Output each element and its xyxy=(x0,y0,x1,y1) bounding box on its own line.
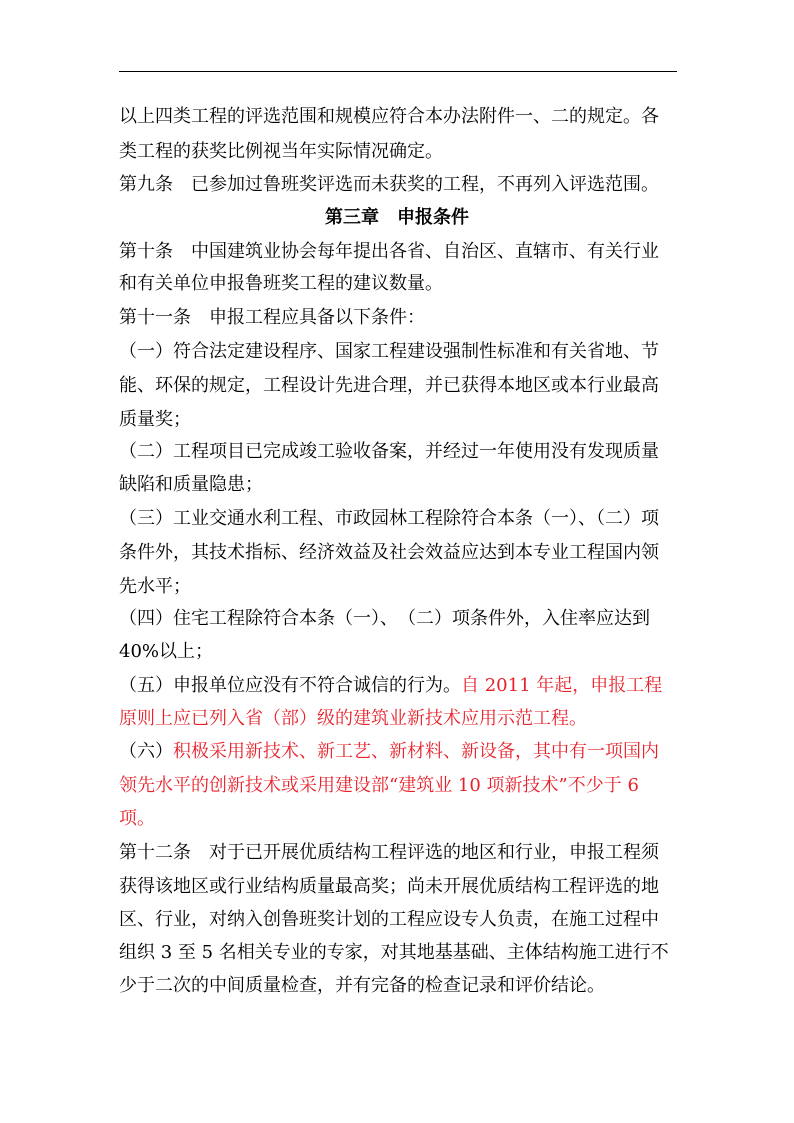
condition-1-line-2: 能、环保的规定，工程设计先进合理，并已获得本地区或本行业最高 xyxy=(119,375,659,396)
condition-4-line-2: 40%以上； xyxy=(119,641,214,662)
article-11-intro: 第十一条 申报工程应具备以下条件： xyxy=(119,307,425,328)
condition-6-line-2: 领先水平的创新技术或采用建设部“建筑业 10 项新技术”不少于 6 xyxy=(119,775,639,796)
condition-5-highlight: 自 2011 年起，申报工程 xyxy=(461,675,663,696)
condition-2-line-1: （二）工程项目已完成竣工验收备案，并经过一年使用没有发现质量 xyxy=(119,441,659,462)
condition-1-line-1: （一）符合法定建设程序、国家工程建设强制性标准和有关省地、节 xyxy=(119,341,659,362)
article-10-line-2: 和有关单位申报鲁班奖工程的建议数量。 xyxy=(119,273,443,294)
condition-3-line-3: 先水平； xyxy=(119,576,191,597)
condition-6-label: （六） xyxy=(119,741,173,762)
article-12-line-3: 区、行业，对纳入创鲁班奖计划的工程应设专人负责，在施工过程中 xyxy=(119,909,659,930)
condition-2-line-2: 缺陷和质量隐患； xyxy=(119,474,263,495)
condition-5-text: （五）申报单位应没有不符合诚信的行为。 xyxy=(119,675,461,696)
article-9: 第九条 已参加过鲁班奖评选而未获奖的工程，不再列入评选范围。 xyxy=(119,174,659,195)
condition-4-line-1: （四）住宅工程除符合本条（一）、 （二）项条件外，入住率应达到 xyxy=(119,608,650,629)
article-10-line-1: 第十条 中国建筑业协会每年提出各省、自治区、直辖市、有关行业 xyxy=(119,241,659,262)
article-12-line-4: 组织 3 至 5 名相关专业的专家，对其地基基础、主体结构施工进行不 xyxy=(119,942,669,963)
condition-1-line-3: 质量奖； xyxy=(119,409,191,430)
condition-6-line-1 xyxy=(119,741,679,763)
article-8-tail-line-2: 类工程的获奖比例视当年实际情况确定。 xyxy=(119,141,443,162)
header-rule xyxy=(119,71,677,72)
condition-5-line-2: 原则上应已列入省（部）级的建筑业新技术应用示范工程。 xyxy=(119,708,587,729)
article-8-tail-line-1: 以上四类工程的评选范围和规模应符合本办法附件一、二的规定。各 xyxy=(119,106,659,127)
chapter-title: 第三章 申报条件 xyxy=(325,207,469,228)
condition-3-line-2: 条件外，其技术指标、经济效益及社会效益应达到本专业工程国内领 xyxy=(119,542,659,563)
article-12-line-2: 获得该地区或行业结构质量最高奖；尚未开展优质结构工程评选的地 xyxy=(119,876,659,897)
condition-6-line-3: 项。 xyxy=(119,808,155,829)
condition-6-highlight: 积极采用新技术、新工艺、新材料、新设备，其中有一项国内 xyxy=(173,741,659,762)
article-12-line-5: 少于二次的中间质量检查，并有完备的检查记录和评价结论。 xyxy=(119,975,605,996)
condition-5-line-1 xyxy=(119,675,679,697)
condition-3-line-1: （三）工业交通水利工程、市政园林工程除符合本条（一）、（二）项 xyxy=(119,508,659,529)
article-12-line-1: 第十二条 对于已开展优质结构工程评选的地区和行业，申报工程须 xyxy=(119,842,659,863)
